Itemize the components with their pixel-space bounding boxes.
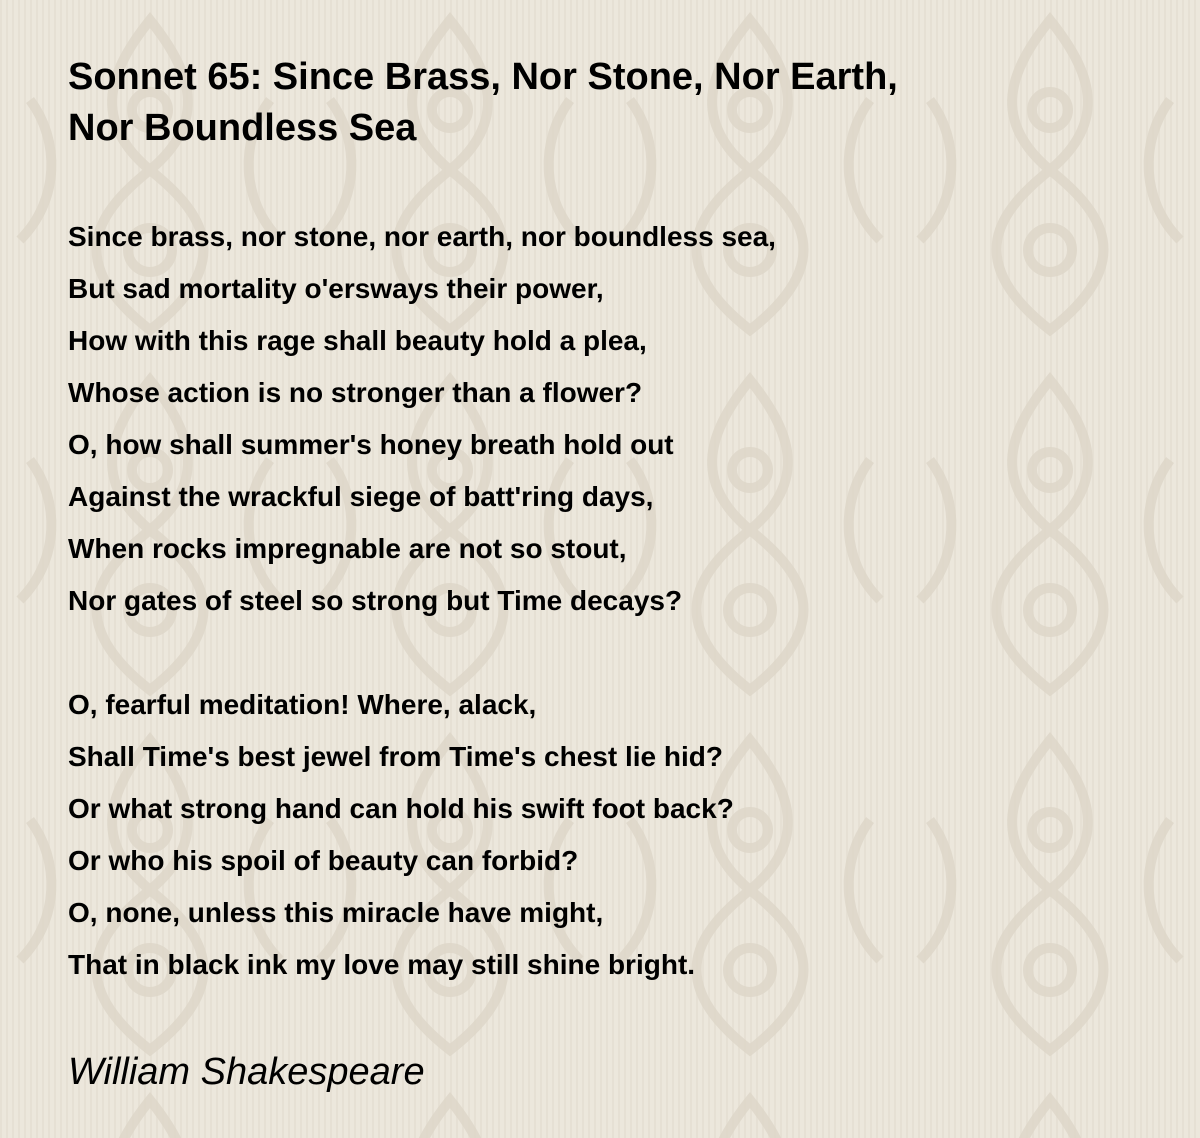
poem-line: Shall Time's best jewel from Time's chest lie hid? xyxy=(68,741,723,772)
poem-line: Whose action is no stronger than a flower? xyxy=(68,377,643,408)
poem-line: O, how shall summer's honey breath hold out xyxy=(68,429,674,460)
poem-line: But sad mortality o'ersways their power, xyxy=(68,273,604,304)
poem-line: Or what strong hand can hold his swift foot back? xyxy=(68,793,734,824)
poem-line: Nor gates of steel so strong but Time decays? xyxy=(68,585,683,616)
poem-stanza-2 xyxy=(68,679,1148,991)
poem-container xyxy=(68,52,1148,1095)
poem-line: O, none, unless this miracle have might, xyxy=(68,897,604,928)
poem-line: Against the wrackful siege of batt'ring days, xyxy=(68,481,654,512)
poem-stanza-1 xyxy=(68,211,1148,627)
poem-line: Since brass, nor stone, nor earth, nor boundless sea, xyxy=(68,221,776,252)
poem-line: How with this rage shall beauty hold a plea, xyxy=(68,325,647,356)
poem-author: William Shakespeare xyxy=(68,1051,425,1093)
poem-line: Or who his spoil of beauty can forbid? xyxy=(68,845,579,876)
poem-title-line: Sonnet 65: Since Brass, Nor Stone, Nor Earth, xyxy=(68,56,898,98)
poem-line: O, fearful meditation! Where, alack, xyxy=(68,689,537,720)
poem-line: That in black ink my love may still shine bright. xyxy=(68,949,696,980)
poem-line: When rocks impregnable are not so stout, xyxy=(68,533,627,564)
poem-title xyxy=(68,52,1148,154)
poem-title-line: Nor Boundless Sea xyxy=(68,107,417,149)
